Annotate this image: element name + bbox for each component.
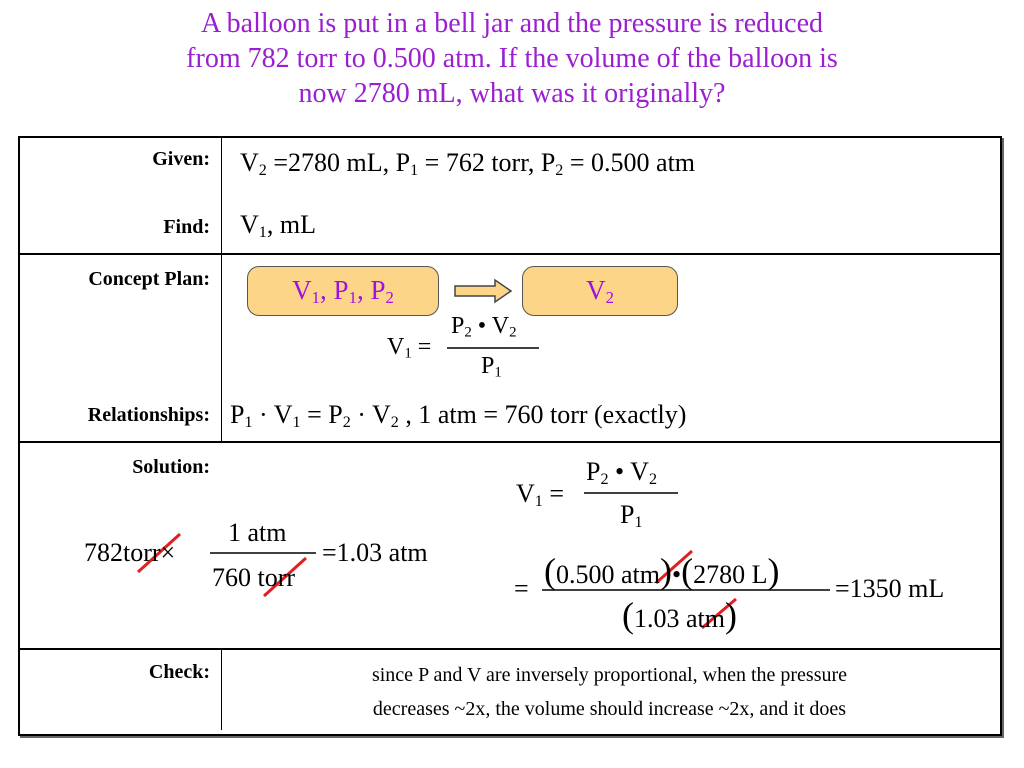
- solution-formula-denominator: $P_1$: [620, 500, 643, 532]
- conversion-start: 782torr×: [84, 538, 176, 567]
- problem-line-1: A balloon is put in a bell jar and the pressure is reduced: [200, 8, 824, 39]
- check-label: Check:: [148, 661, 210, 683]
- problem-line-2: from 782 torr to 0.500 atm. If the volume of the balloon is: [186, 43, 838, 74]
- concept-plan-label: Concept Plan:: [88, 268, 210, 290]
- concept-formula-lhs: $V_1$ =: [387, 334, 432, 362]
- check-text: [222, 658, 997, 726]
- given-label: Given:: [152, 148, 210, 170]
- problem-line-3: now 2780 mL, what was it originally?: [298, 78, 726, 109]
- relationships-label: Relationships:: [87, 404, 210, 426]
- solution-label: Solution:: [132, 456, 210, 478]
- calc-numerator: (0.500 atm)•(2780 L): [544, 551, 780, 591]
- concept-formula-numerator: $P_2$ • $V_2$: [451, 313, 517, 341]
- relationships-value: $P_1 \cdot V_1 = P_2 \cdot V_2$ , 1 atm = 760 torr (exactly): [230, 400, 687, 432]
- check-line-2: decreases ~2x, the volume should increase ~2x, and it does: [372, 698, 847, 720]
- conversion-denominator: 760 torr: [212, 563, 296, 592]
- calc-denominator: (1.03 atm): [622, 595, 737, 635]
- right-arrow-icon: [455, 280, 511, 302]
- check-line-1: since P and V are inversely proportional, when the pressure: [371, 664, 848, 686]
- concept-formula-denominator: $P_1$: [481, 353, 502, 381]
- find-value: $V_1$, mL: [240, 210, 316, 242]
- conversion-result: =1.03 atm: [322, 538, 428, 567]
- given-values: $V_2 =2780$ mL, $P_1 = 762$ torr, $P_2 = 0.500$ atm: [240, 148, 696, 180]
- concept-input-box: $V_1$, $P_1$, $P_2$: [247, 266, 439, 316]
- find-label: Find:: [163, 216, 210, 238]
- concept-output-box: $V_2$: [522, 266, 678, 316]
- calc-result: =1350 mL: [835, 574, 945, 603]
- solution-formula-lhs: $V_1$ =: [516, 479, 565, 511]
- conversion-numerator: 1 atm: [228, 518, 287, 547]
- solution-formula-numerator: $P_2$ • $V_2$: [586, 457, 658, 489]
- calc-eq: =: [514, 574, 529, 603]
